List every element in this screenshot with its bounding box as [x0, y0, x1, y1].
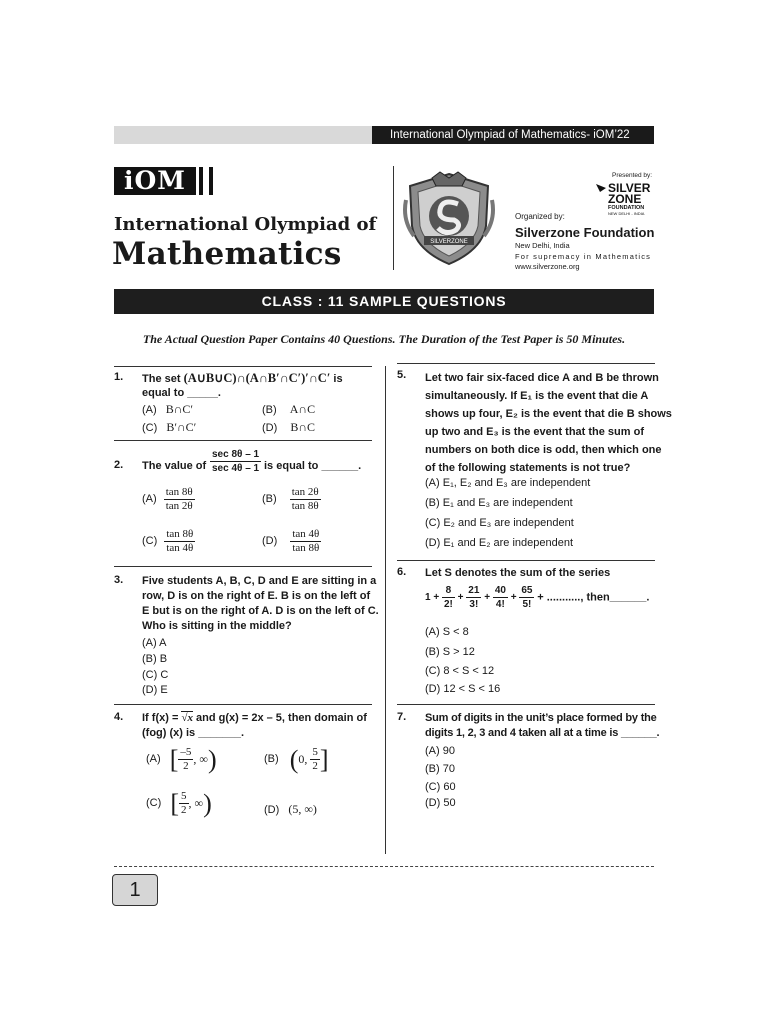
question-number: 1.: [114, 371, 124, 383]
question-text-line2: simultaneously. If E₁ is the event that die A: [425, 390, 649, 402]
question-text-line3: shows up four, E₂ is the event that die B shows: [425, 408, 672, 420]
option-d[interactable]: (D) B∩C: [262, 420, 316, 434]
question-4: [114, 706, 376, 846]
organizer-name: Silverzone Foundation: [515, 225, 655, 240]
header-divider: [393, 166, 394, 270]
option-a[interactable]: (A) A: [142, 637, 167, 649]
question-text-line6: of the following statements is not true?: [425, 462, 631, 474]
question-number: 7.: [397, 711, 407, 723]
footer-dashed-rule: [114, 866, 654, 867]
question-number: 5.: [397, 369, 407, 381]
silverzone-logo: [594, 178, 656, 216]
question-text-line2: digits 1, 2, 3 and 4 taken all at a time is ______.: [425, 727, 660, 739]
option-b[interactable]: (B) E₁ and E₃ are independent: [425, 497, 573, 509]
svg-text:SILVERZONE: SILVERZONE: [430, 239, 468, 245]
question-text-line2: equal to _____.: [142, 387, 221, 399]
subject-title: Mathematics: [112, 236, 342, 272]
question-fraction: $\frac{\sec 8\theta - 1}{\sec 4\theta - 1}$: [212, 449, 260, 474]
page-number: 1: [112, 874, 158, 906]
option-d[interactable]: (D) $\frac{\tan 4\theta}{\tan 8\theta}$: [262, 528, 320, 554]
option-c[interactable]: (C) [ $\frac{5}{2}$ , ∞): [146, 789, 212, 818]
question-number: 2.: [114, 459, 124, 471]
svg-text:FOUNDATION: FOUNDATION: [608, 205, 645, 211]
organizer-website[interactable]: www.silverzone.org: [515, 262, 580, 271]
question-text-line3: E but is on the right of A. D is on the left of C.: [142, 605, 379, 617]
option-a[interactable]: (A) E₁, E₂ and E₃ are independent: [425, 477, 591, 489]
question-text-line5: numbers on both dice is odd, then which one: [425, 444, 662, 456]
option-c[interactable]: (C) 8 < S < 12: [425, 665, 495, 677]
question-number: 3.: [114, 574, 124, 586]
option-c[interactable]: (C) C: [142, 669, 169, 681]
option-a[interactable]: (A) S < 8: [425, 626, 469, 638]
q4-top-rule: [114, 704, 372, 705]
question-text: The set (A∪B∪C)∩(A∩B′∩C′)′∩C′ is: [142, 371, 343, 385]
option-c[interactable]: (C) $\frac{\tan 8\theta}{\tan 4\theta}$: [142, 528, 194, 554]
question-text-line4: Who is sitting in the middle?: [142, 620, 292, 632]
crest-emblem-icon: [402, 170, 496, 266]
option-d[interactable]: (D) (5, ∞): [264, 802, 317, 816]
option-b[interactable]: (B) A∩C: [262, 402, 316, 416]
question-text-line1: Five students A, B, C, D and E are sitting in a: [142, 575, 377, 587]
option-b[interactable]: (B) 70: [425, 763, 455, 775]
question-text-line4: up two and E₃ is the event that the sum of: [425, 426, 644, 438]
option-d[interactable]: (D) E₁ and E₂ are independent: [425, 537, 574, 549]
organized-by-label: Organized by:: [515, 212, 565, 221]
question-text-suffix: is equal to ______.: [264, 460, 362, 472]
option-b[interactable]: (B) S > 12: [425, 646, 475, 658]
svg-text:ZONE: ZONE: [608, 192, 642, 206]
class-banner: CLASS : 11 SAMPLE QUESTIONS: [114, 289, 654, 314]
option-d[interactable]: (D) 50: [425, 797, 456, 809]
column-divider: [385, 366, 386, 854]
question-number: 4.: [114, 711, 124, 723]
option-d[interactable]: (D) 12 < S < 16: [425, 683, 501, 695]
question-text: If f(x) = √x and g(x) = 2x – 5, then domain of: [142, 712, 367, 724]
question-text-line2: row, D is on the right of E. B is on the left of: [142, 590, 371, 602]
organizer-address: New Delhi, India: [515, 241, 570, 250]
q7-top-rule: [397, 704, 655, 705]
question-1: [114, 368, 374, 438]
q5-top-rule: [397, 363, 655, 364]
question-6: [397, 562, 659, 702]
question-text-line1: Let two fair six-faced dice A and B be thrown: [425, 372, 659, 384]
question-text-line1: Sum of digits in the unit’s place formed by the: [425, 712, 657, 724]
series-expression: 1 + $\frac{8}{2!}$ + $\frac{21}{3!}$ + $\frac{40}{4!}$ + $\frac{65}{5!}$ + ..........., then______.: [425, 585, 650, 610]
question-number: 6.: [397, 566, 407, 578]
option-a[interactable]: (A) [ $\frac{-5}{2}$ , ∞): [146, 745, 217, 774]
option-b[interactable]: (B) B: [142, 653, 168, 665]
duration-note: The Actual Question Paper Contains 40 Questions. The Duration of the Test Paper is 50 Minutes.: [142, 332, 626, 346]
question-text-line2: (fog) (x) is _______.: [142, 727, 245, 739]
q1-top-rule: [114, 366, 372, 367]
q3-top-rule: [114, 566, 372, 567]
running-title: International Olympiad of Mathematics- iOM’22: [372, 126, 654, 144]
question-7: [397, 706, 659, 816]
olympiad-name: International Olympiad of: [114, 214, 377, 235]
option-b[interactable]: (B) $\frac{\tan 2\theta}{\tan 8\theta}$: [262, 486, 319, 512]
option-a[interactable]: (A) $\frac{\tan 8\theta}{\tan 2\theta}$: [142, 486, 193, 512]
q6-top-rule: [397, 560, 655, 561]
option-d[interactable]: (D) E: [142, 684, 168, 696]
option-a[interactable]: (A) 90: [425, 745, 455, 757]
question-text: The value of: [142, 460, 207, 472]
option-c[interactable]: (C) 60: [425, 781, 456, 793]
option-c[interactable]: (C) B′∩C′: [142, 420, 197, 434]
question-5: [397, 365, 672, 557]
option-b[interactable]: (B) (0, $\frac{5}{2}$ ]: [264, 745, 329, 774]
question-text: Let S denotes the sum of the series: [425, 567, 611, 579]
option-c[interactable]: (C) E₂ and E₃ are independent: [425, 517, 574, 529]
question-3: [114, 568, 379, 702]
question-2: [114, 442, 374, 564]
q2-top-rule: [114, 440, 372, 441]
organizer-tagline: For supremacy in Mathematics: [515, 252, 652, 261]
logo-bars-icon: [199, 167, 213, 195]
iom-logo: iOM: [114, 167, 196, 195]
svg-text:NEW DELHI - INDIA: NEW DELHI - INDIA: [608, 211, 645, 216]
option-a[interactable]: (A) B∩C′: [142, 402, 194, 416]
presented-by-label: Presented by:: [612, 172, 653, 179]
svg-text:SILVER: SILVER: [608, 181, 651, 195]
